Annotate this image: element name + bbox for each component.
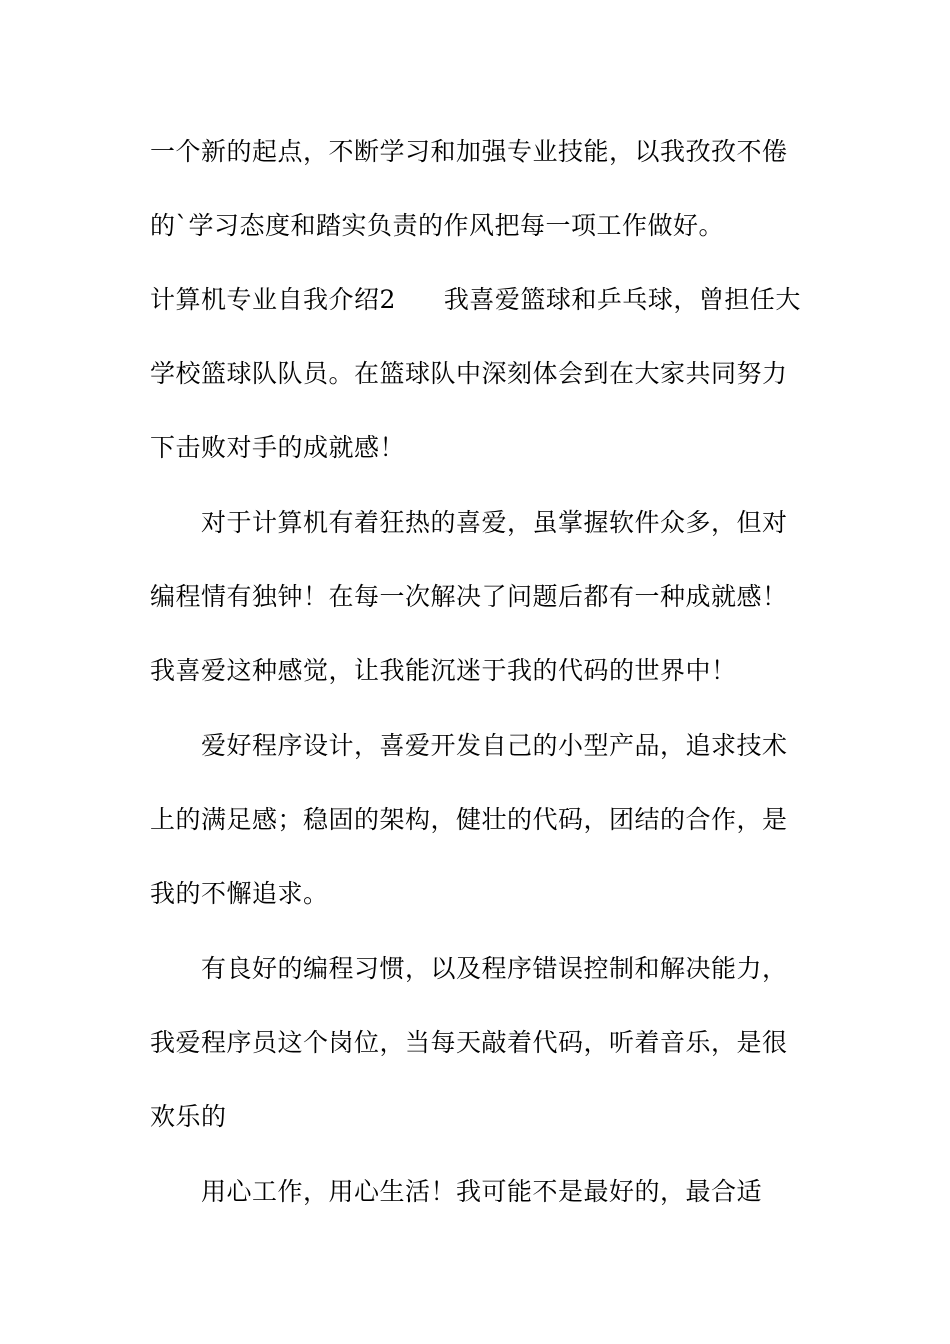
paragraph-start-line: 对于计算机有着狂热的喜爱，虽掌握软件众多，但对 <box>201 508 788 537</box>
heading-line <box>150 284 801 316</box>
text-line: 我爱程序员这个岗位，当每天敲着代码，听着音乐，是很 <box>150 1028 788 1057</box>
text-line: 一个新的起点，不断学习和加强专业技能，以我孜孜不倦 <box>150 137 788 166</box>
text-line: 编程情有独钟！在每一次解决了问题后都有一种成就感！ <box>150 582 788 611</box>
text-segment: 我喜爱篮球和乒乓球，曾担任大 <box>443 285 801 314</box>
text-line: 我的不懈追求。 <box>150 879 329 908</box>
text-line: 欢乐的 <box>150 1102 227 1131</box>
text-line: 上的满足感；稳固的架构，健壮的代码，团结的合作，是 <box>150 805 788 834</box>
text-line: 下击败对手的成就感！ <box>150 433 406 462</box>
text-line: 学校篮球队队员。在篮球队中深刻体会到在大家共同努力 <box>150 359 788 388</box>
paragraph-start-line: 用心工作，用心生活！我可能不是最好的，最合适 <box>201 1177 763 1206</box>
text-line: 我喜爱这种感觉，让我能沉迷于我的代码的世界中！ <box>150 656 737 685</box>
text-line: 的`学习态度和踏实负责的作风把每一项工作做好。 <box>150 211 725 240</box>
paragraph-start-line: 有良好的编程习惯，以及程序错误控制和解决能力， <box>201 954 788 983</box>
section-heading: 计算机专业自我介绍2 <box>150 285 396 314</box>
paragraph-start-line: 爱好程序设计，喜爱开发自己的小型产品，追求技术 <box>201 731 788 760</box>
